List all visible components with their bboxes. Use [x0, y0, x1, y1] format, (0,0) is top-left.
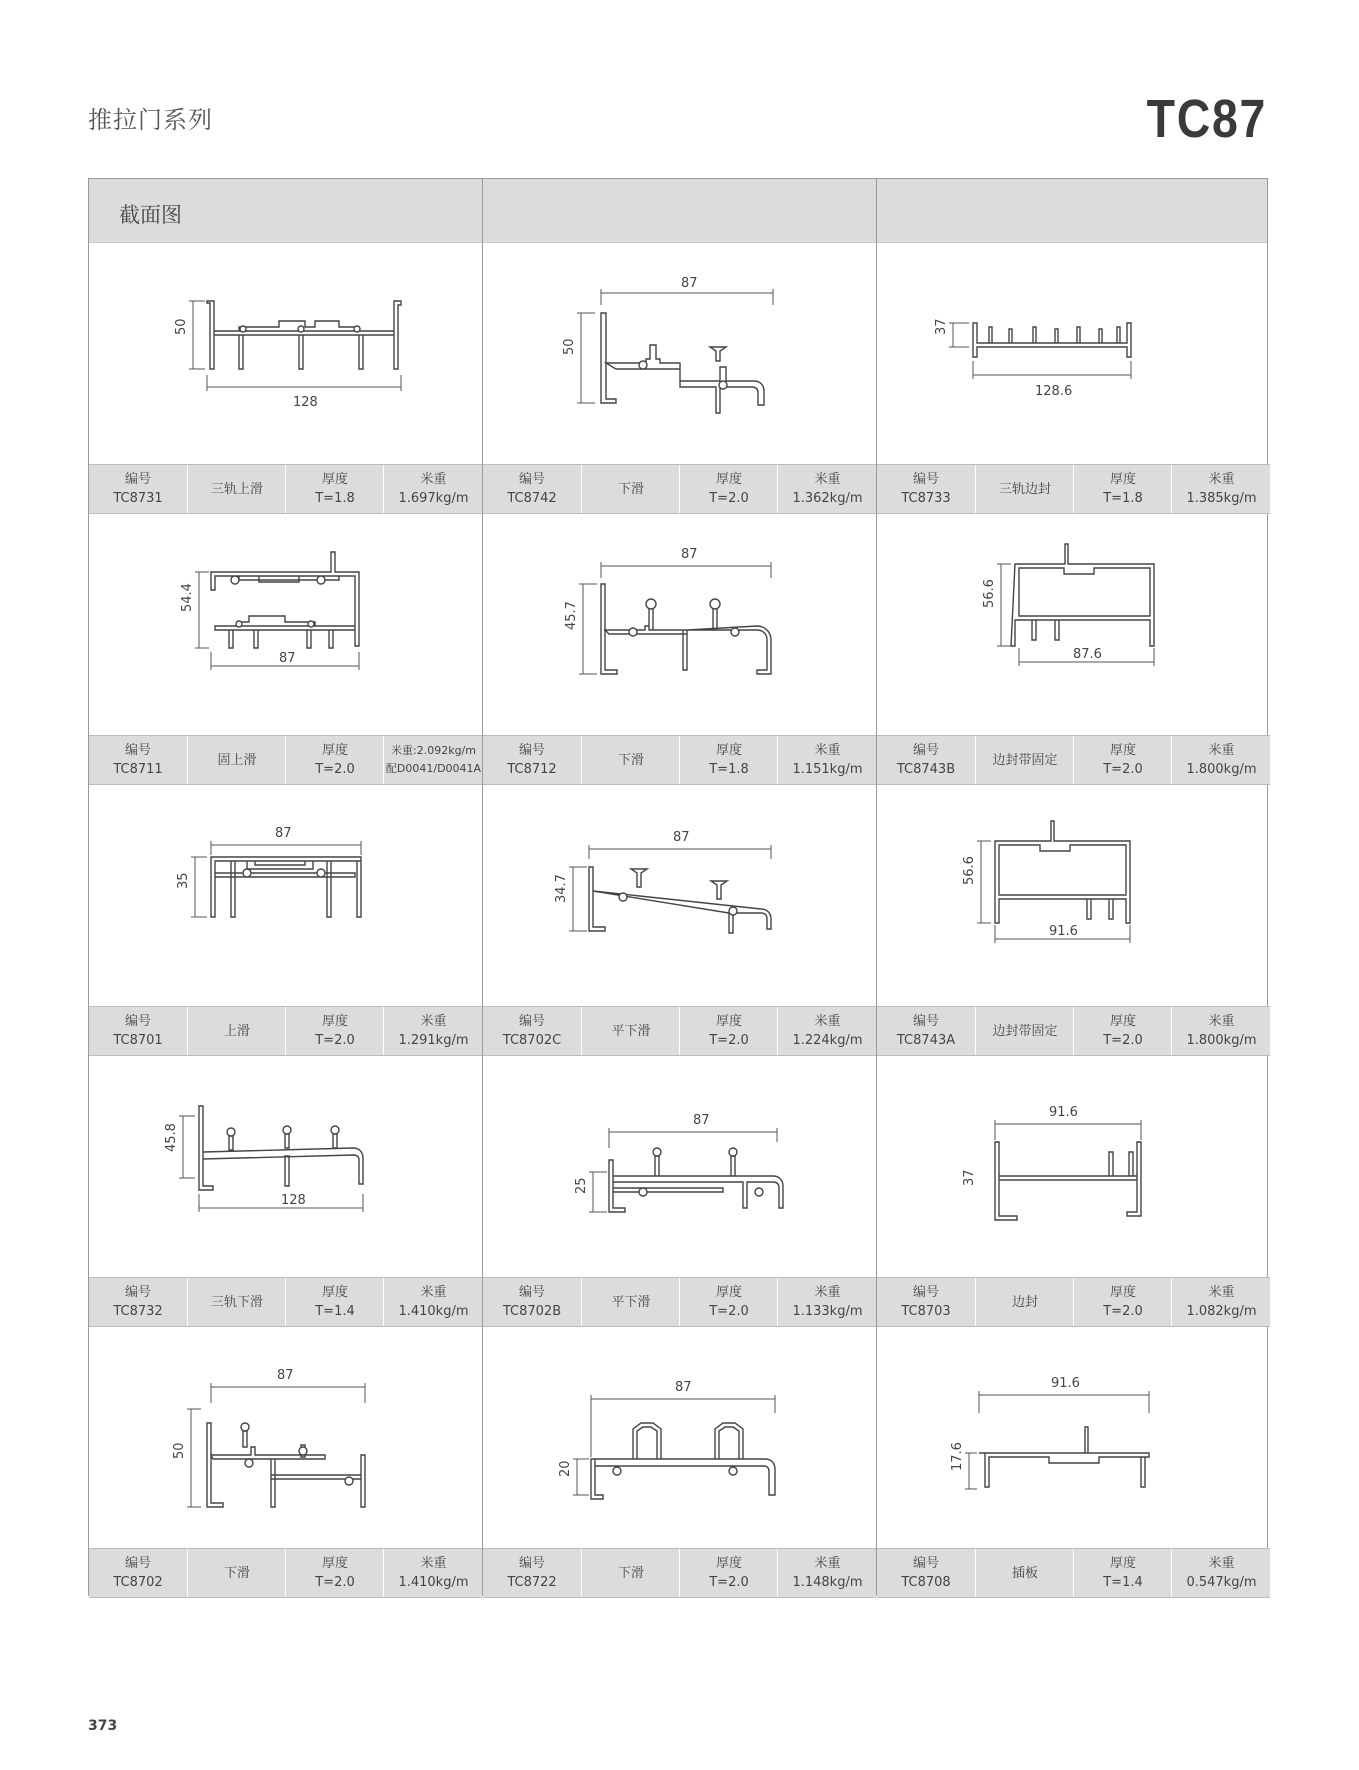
thickness-cell	[1073, 736, 1172, 784]
profile-name	[581, 1549, 680, 1597]
profile-info-bar	[89, 464, 482, 514]
thickness-cell	[679, 1549, 778, 1597]
weight-label: 米重	[420, 1014, 447, 1029]
code-label: 编号	[124, 1556, 151, 1571]
thickness-cell	[285, 1549, 384, 1597]
profile-cell	[89, 243, 482, 514]
profile-code: TC8703	[901, 1304, 951, 1319]
code-cell	[89, 1278, 187, 1326]
profile-info-bar	[483, 735, 876, 785]
dim-label: 50	[562, 338, 577, 355]
profile-cell	[877, 514, 1270, 785]
profile-cell	[483, 785, 876, 1056]
thickness-cell	[1073, 1278, 1172, 1326]
dim-label: 128	[293, 395, 318, 410]
profile-code: TC8742	[507, 491, 557, 506]
dim-label: 87	[275, 826, 292, 841]
weight-cell	[1171, 465, 1271, 513]
code-label: 编号	[912, 1014, 939, 1029]
profile-name-text: 上滑	[223, 1023, 250, 1039]
thickness-cell	[1073, 1007, 1172, 1055]
profile-code: TC8743A	[896, 1033, 956, 1048]
code-label: 编号	[518, 1556, 545, 1571]
profile-info-bar	[483, 1277, 876, 1327]
profile-code: TC8702B	[502, 1304, 562, 1319]
code-label: 编号	[518, 472, 545, 487]
profile-info-bar	[877, 1548, 1270, 1598]
profile-section-drawing	[89, 785, 482, 1006]
dim-label: 91.6	[1051, 1376, 1080, 1391]
code-label: 编号	[518, 1014, 545, 1029]
series-title: 推拉门系列	[88, 106, 213, 134]
thickness-value: T=2.0	[1103, 1033, 1143, 1048]
profile-section-drawing	[877, 1327, 1270, 1548]
dim-label: 56.6	[962, 856, 977, 885]
weight-label: 米重:2.092kg/m	[391, 744, 476, 757]
code-cell	[877, 465, 975, 513]
thickness-value: T=2.0	[1103, 762, 1143, 777]
weight-label: 米重	[814, 1014, 841, 1029]
code-cell	[877, 1278, 975, 1326]
model-code: TC87	[1146, 89, 1267, 149]
profile-section-drawing	[89, 514, 482, 735]
code-label: 编号	[124, 472, 151, 487]
weight-cell	[383, 465, 483, 513]
profile-section-drawing	[483, 514, 876, 735]
profile-info-bar	[877, 1277, 1270, 1327]
code-label: 编号	[912, 472, 939, 487]
thickness-value: T=1.8	[709, 762, 749, 777]
thickness-label: 厚度	[321, 743, 348, 758]
profile-name	[975, 1278, 1074, 1326]
thickness-label: 厚度	[1109, 743, 1136, 758]
code-cell	[89, 465, 187, 513]
weight-label: 米重	[420, 472, 447, 487]
weight-value: 1.151kg/m	[792, 762, 863, 777]
weight-value: 1.410kg/m	[398, 1575, 469, 1590]
dim-label: 20	[558, 1460, 573, 1477]
dim-label: 87	[673, 830, 690, 845]
dim-label: 87	[277, 1368, 294, 1383]
weight-value: 1.362kg/m	[792, 491, 863, 506]
thickness-cell	[1073, 465, 1172, 513]
profile-code: TC8711	[113, 762, 163, 777]
profile-name	[187, 736, 286, 784]
page-number: 373	[88, 1718, 118, 1734]
profile-cell	[483, 1056, 876, 1327]
dim-label: 54.4	[180, 583, 195, 612]
weight-label: 米重	[1208, 1014, 1235, 1029]
thickness-label: 厚度	[1109, 472, 1136, 487]
thickness-label: 厚度	[715, 472, 742, 487]
dim-label: 91.6	[1049, 924, 1078, 939]
dim-label: 45.7	[564, 601, 579, 630]
weight-value: 1.133kg/m	[792, 1304, 863, 1319]
dim-label: 35	[176, 872, 191, 889]
profile-section-drawing	[89, 243, 482, 464]
profile-info-bar	[483, 1548, 876, 1598]
profile-code: TC8722	[507, 1575, 557, 1590]
profile-code: TC8732	[113, 1304, 163, 1319]
profile-code: TC8708	[901, 1575, 951, 1590]
weight-cell	[1171, 1007, 1271, 1055]
weight-label: 米重	[814, 1285, 841, 1300]
dim-label: 37	[962, 1169, 977, 1186]
profile-name	[187, 1278, 286, 1326]
profile-code: TC8743B	[896, 762, 956, 777]
dim-label: 87	[681, 276, 698, 291]
profile-name	[581, 736, 680, 784]
dim-label: 37	[934, 318, 949, 335]
thickness-label: 厚度	[715, 1556, 742, 1571]
profile-name-text: 边封带固定	[992, 1023, 1058, 1039]
thickness-cell	[285, 736, 384, 784]
dim-label: 128.6	[1035, 384, 1073, 399]
code-cell	[89, 736, 187, 784]
profile-section-drawing	[483, 1327, 876, 1548]
thickness-value: T=1.4	[1103, 1575, 1143, 1590]
dim-label: 91.6	[1049, 1105, 1078, 1120]
profile-code: TC8731	[113, 491, 163, 506]
profile-name-text: 边封	[1011, 1294, 1038, 1310]
weight-value: 1.148kg/m	[792, 1575, 863, 1590]
profile-info-bar	[877, 464, 1270, 514]
dim-label: 50	[174, 318, 189, 335]
thickness-value: T=2.0	[1103, 1304, 1143, 1319]
profile-info-bar	[89, 1548, 482, 1598]
thickness-label: 厚度	[321, 1285, 348, 1300]
weight-value: 1.800kg/m	[1186, 762, 1257, 777]
weight-cell	[1171, 1278, 1271, 1326]
profile-info-bar	[89, 1006, 482, 1056]
profile-name-text: 固上滑	[217, 752, 257, 768]
dim-label: 87.6	[1073, 647, 1102, 662]
profile-cell	[483, 243, 876, 514]
profile-name	[975, 1549, 1074, 1597]
code-cell	[877, 1549, 975, 1597]
thickness-value: T=1.4	[315, 1304, 355, 1319]
thickness-value: T=1.8	[315, 491, 355, 506]
code-cell	[483, 1007, 581, 1055]
thickness-cell	[679, 1007, 778, 1055]
profile-name-text: 三轨上滑	[210, 481, 263, 497]
weight-value: 1.697kg/m	[398, 491, 469, 506]
code-label: 编号	[518, 743, 545, 758]
thickness-label: 厚度	[715, 1285, 742, 1300]
thickness-label: 厚度	[1109, 1014, 1136, 1029]
weight-label: 米重	[814, 743, 841, 758]
thickness-value: T=2.0	[709, 1304, 749, 1319]
thickness-value: T=1.8	[1103, 491, 1143, 506]
profile-section-drawing	[877, 1056, 1270, 1277]
weight-cell	[777, 1549, 877, 1597]
profile-section-drawing	[483, 785, 876, 1006]
thickness-cell	[1073, 1549, 1172, 1597]
weight-cell	[1171, 736, 1271, 784]
profile-section-drawing	[877, 514, 1270, 735]
profile-name-text: 下滑	[223, 1565, 250, 1581]
thickness-cell	[285, 1278, 384, 1326]
weight-cell	[777, 736, 877, 784]
weight-cell	[383, 736, 483, 784]
weight-cell	[383, 1278, 483, 1326]
thickness-label: 厚度	[1109, 1556, 1136, 1571]
thickness-label: 厚度	[321, 1556, 348, 1571]
thickness-value: T=2.0	[315, 762, 355, 777]
table-header	[89, 179, 1267, 243]
code-label: 编号	[912, 1556, 939, 1571]
weight-value: 1.800kg/m	[1186, 1033, 1257, 1048]
dim-label: 128	[281, 1193, 306, 1208]
profile-name-text: 下滑	[617, 481, 644, 497]
code-label: 编号	[912, 743, 939, 758]
weight-label: 米重	[1208, 1556, 1235, 1571]
weight-cell	[383, 1549, 483, 1597]
dim-label: 87	[279, 651, 296, 666]
profile-table	[88, 178, 1268, 1596]
profile-info-bar	[877, 1006, 1270, 1056]
profile-section-drawing	[89, 1327, 482, 1548]
thickness-cell	[679, 736, 778, 784]
weight-cell	[777, 1278, 877, 1326]
thickness-cell	[285, 1007, 384, 1055]
profile-name	[975, 736, 1074, 784]
dim-label: 45.8	[164, 1123, 179, 1152]
profile-info-bar	[89, 1277, 482, 1327]
weight-value: 配D0041/D0041A	[385, 762, 482, 775]
thickness-value: T=2.0	[709, 1033, 749, 1048]
profile-name	[187, 465, 286, 513]
thickness-label: 厚度	[715, 1014, 742, 1029]
profile-cell	[877, 243, 1270, 514]
profile-code: TC8702C	[502, 1033, 562, 1048]
weight-label: 米重	[1208, 743, 1235, 758]
thickness-cell	[679, 1278, 778, 1326]
profile-section-drawing	[877, 785, 1270, 1006]
profile-section-drawing	[877, 243, 1270, 464]
profile-cell	[483, 1327, 876, 1598]
code-label: 编号	[124, 743, 151, 758]
profile-name	[187, 1549, 286, 1597]
profile-section-drawing	[483, 1056, 876, 1277]
weight-cell	[777, 1007, 877, 1055]
profile-cell	[89, 1327, 482, 1598]
weight-value: 1.224kg/m	[792, 1033, 863, 1048]
weight-value: 0.547kg/m	[1186, 1575, 1257, 1590]
dim-label: 56.6	[982, 579, 997, 608]
profile-cell	[877, 785, 1270, 1056]
thickness-value: T=2.0	[315, 1575, 355, 1590]
profile-name-text: 边封带固定	[992, 752, 1058, 768]
thickness-cell	[679, 465, 778, 513]
code-cell	[877, 736, 975, 784]
profile-name-text: 三轨边封	[998, 481, 1051, 497]
profile-name	[581, 1278, 680, 1326]
thickness-label: 厚度	[321, 472, 348, 487]
profile-code: TC8733	[901, 491, 951, 506]
profile-cell	[877, 1056, 1270, 1327]
profile-cell	[89, 785, 482, 1056]
dim-label: 17.6	[950, 1442, 965, 1471]
profile-name-text: 平下滑	[611, 1294, 651, 1310]
profile-info-bar	[89, 735, 482, 785]
thickness-label: 厚度	[1109, 1285, 1136, 1300]
weight-value: 1.385kg/m	[1186, 491, 1257, 506]
weight-label: 米重	[420, 1285, 447, 1300]
code-cell	[89, 1007, 187, 1055]
profile-name	[581, 465, 680, 513]
profile-name	[975, 465, 1074, 513]
profile-code: TC8701	[113, 1033, 163, 1048]
profile-name	[975, 1007, 1074, 1055]
profile-cell	[89, 1056, 482, 1327]
dim-label: 25	[574, 1177, 589, 1194]
profile-name	[581, 1007, 680, 1055]
profile-info-bar	[483, 1006, 876, 1056]
code-label: 编号	[124, 1014, 151, 1029]
dim-label: 50	[172, 1442, 187, 1459]
thickness-value: T=2.0	[709, 491, 749, 506]
weight-cell	[383, 1007, 483, 1055]
profile-name	[187, 1007, 286, 1055]
section-title: 截面图	[119, 203, 182, 227]
profile-name-text: 平下滑	[611, 1023, 651, 1039]
dim-label: 87	[693, 1113, 710, 1128]
profile-cell	[483, 514, 876, 785]
weight-value: 1.082kg/m	[1186, 1304, 1257, 1319]
weight-value: 1.291kg/m	[398, 1033, 469, 1048]
code-cell	[483, 1549, 581, 1597]
weight-label: 米重	[420, 1556, 447, 1571]
code-cell	[877, 1007, 975, 1055]
weight-cell	[1171, 1549, 1271, 1597]
profile-info-bar	[483, 464, 876, 514]
thickness-cell	[285, 465, 384, 513]
code-cell	[483, 1278, 581, 1326]
code-label: 编号	[518, 1285, 545, 1300]
code-label: 编号	[124, 1285, 151, 1300]
weight-label: 米重	[814, 1556, 841, 1571]
profile-section-drawing	[483, 243, 876, 464]
thickness-value: T=2.0	[709, 1575, 749, 1590]
code-cell	[89, 1549, 187, 1597]
thickness-label: 厚度	[715, 743, 742, 758]
thickness-label: 厚度	[321, 1014, 348, 1029]
profile-info-bar	[877, 735, 1270, 785]
weight-cell	[777, 465, 877, 513]
profile-name-text: 三轨下滑	[210, 1294, 263, 1310]
code-cell	[483, 465, 581, 513]
dim-label: 87	[681, 547, 698, 562]
profile-cell	[877, 1327, 1270, 1598]
weight-value: 1.410kg/m	[398, 1304, 469, 1319]
profile-name-text: 插板	[1011, 1565, 1038, 1581]
dim-label: 34.7	[554, 874, 569, 903]
profile-code: TC8712	[507, 762, 557, 777]
profile-section-drawing	[89, 1056, 482, 1277]
profile-code: TC8702	[113, 1575, 163, 1590]
profile-cell	[89, 514, 482, 785]
code-label: 编号	[912, 1285, 939, 1300]
thickness-value: T=2.0	[315, 1033, 355, 1048]
code-cell	[483, 736, 581, 784]
profile-name-text: 下滑	[617, 1565, 644, 1581]
weight-label: 米重	[1208, 1285, 1235, 1300]
dim-label: 87	[675, 1380, 692, 1395]
profile-name-text: 下滑	[617, 752, 644, 768]
weight-label: 米重	[1208, 472, 1235, 487]
weight-label: 米重	[814, 472, 841, 487]
